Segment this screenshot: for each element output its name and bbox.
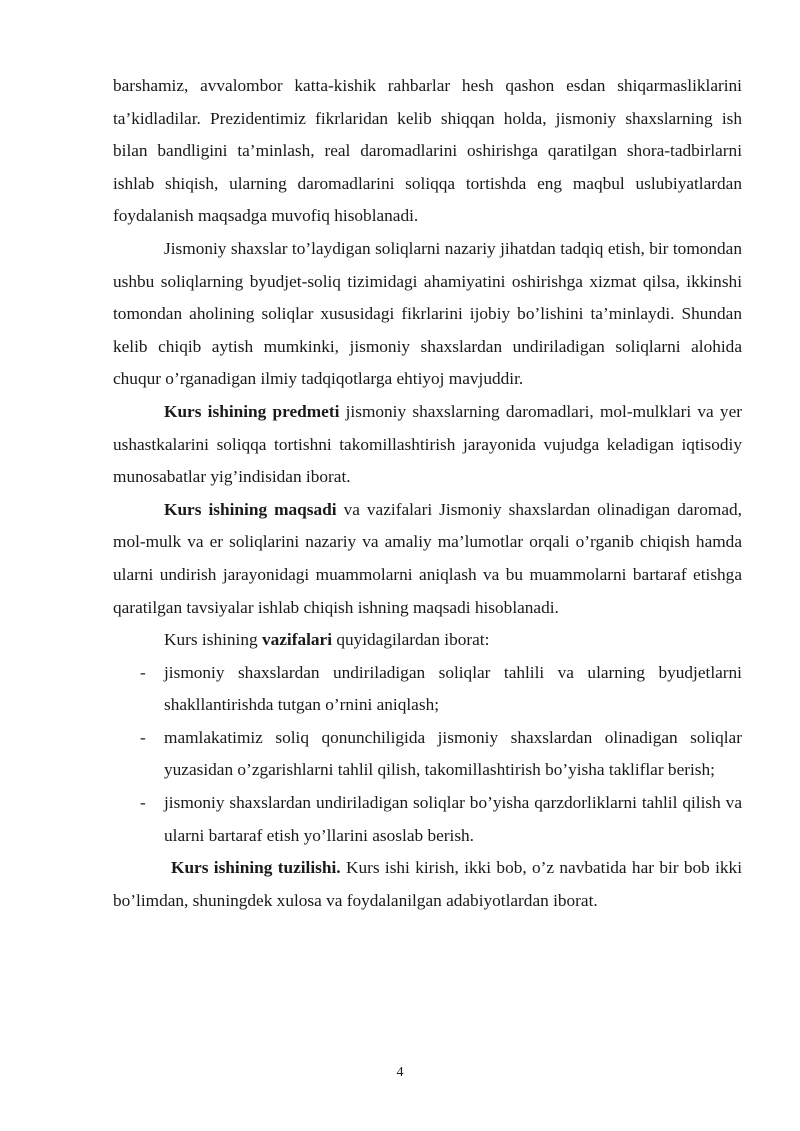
tasks-heading: vazifalari xyxy=(261,630,332,650)
page-body xyxy=(113,70,742,917)
paragraph-research-relevance: Jismoniy shaxslar to’laydigan soliqlarni nazariy jihatdan tadqiq etish, bir tomondan ushbu soliqlarning byudjet-soliq tizimidagi ahamiyatini oshirishga xizmat qilsa, ikkinshi tomondan aholining soliqlar xususidagi fikrlarini ijobiy bo’lishini ta’minlaydi. Shundan kelib chiqib aytish mumkinki, jismoniy shaxslardan undiriladigan soliqlarni alohida chuqur o’rganadigan ilmiy tadqiqotlarga ehtiyoj mavjuddir. xyxy=(113,238,742,389)
subject-heading: Kurs ishining predmeti xyxy=(164,401,340,421)
list-marker: - xyxy=(140,793,146,813)
paragraph-goal xyxy=(113,494,742,624)
paragraph-intro-continuation: barshamiz, avvalombor katta-kishik rahbarlar hesh qashon esdan shiqarmasliklarini ta’kidladilar. Prezidentimiz fikrlaridan kelib shiqqan holda, jismoniy shaxslarning ish bilan bandligini ta’minlash, real daromadlarini oshirishga qaratilgan shora-tadbirlarni ishlab shiqish, ularning daromadlarini soliqqa tortishda eng maqbul uslubiyatlardan foydalanish maqsadga muvofiq hisoblanadi. xyxy=(113,76,742,226)
list-item xyxy=(113,722,742,787)
tasks-intro-suffix: quyidagilardan iborat: xyxy=(332,630,490,650)
tasks-intro-prefix: Kurs ishining xyxy=(164,630,262,650)
paragraph-structure xyxy=(113,852,742,917)
list-marker: - xyxy=(140,727,146,747)
paragraph-tasks-intro xyxy=(113,624,742,657)
list-item-text: mamlakatimiz soliq qonunchiligida jismoniy shaxslardan olinadigan soliqlar yuzasidan o’zgarishlarni tahlil qilish, takomillashtirish bo’yisha takliflar berish; xyxy=(164,727,742,780)
subject-text: jismoniy shaxslarning daromadlari, mol-mulklari va yer ushastkalarini soliqqa tortishni takomillashtirish jarayonida vujudga keladigan iqtisodiy munosabatlar yig’indisidan iborat. xyxy=(113,401,742,487)
goal-heading: Kurs ishining maqsadi xyxy=(164,499,337,519)
list-item-text: jismoniy shaxslardan undiriladigan soliqlar tahlili va ularning byudjetlarni shakllantirishda tutgan o’rnini aniqlash; xyxy=(164,662,742,715)
page-number: 4 xyxy=(396,1065,404,1080)
list-item xyxy=(113,787,742,852)
list-item-text: jismoniy shaxslardan undiriladigan soliqlar bo’yisha qarzdorliklarni tahlil qilish va ularni bartaraf etish yo’llarini asoslab berish. xyxy=(164,793,742,845)
list-marker: - xyxy=(140,662,146,682)
task-list xyxy=(113,657,742,853)
structure-heading: Kurs ishining tuzilishi. xyxy=(171,858,341,878)
list-item xyxy=(113,657,742,722)
goal-text: va vazifalari Jismoniy shaxslardan olinadigan daromad, mol-mulk va er soliqlarini nazariy va amaliy ma’lumotlar orqali o’rganib chiqish hamda ularni undirish jarayonidagi muammolarni aniqlash va bu muammolarni bartaraf etishga qaratilgan tavsiyalar ishlab chiqish ishning maqsadi hisoblanadi. xyxy=(113,499,742,617)
structure-text: Kurs ishi kirish, ikki bob, o’z navbatida har bir bob ikki bo’limdan, shuningdek xulosa va foydalanilgan adabiyotlardan iborat. xyxy=(113,858,742,910)
paragraph-subject xyxy=(113,396,742,494)
